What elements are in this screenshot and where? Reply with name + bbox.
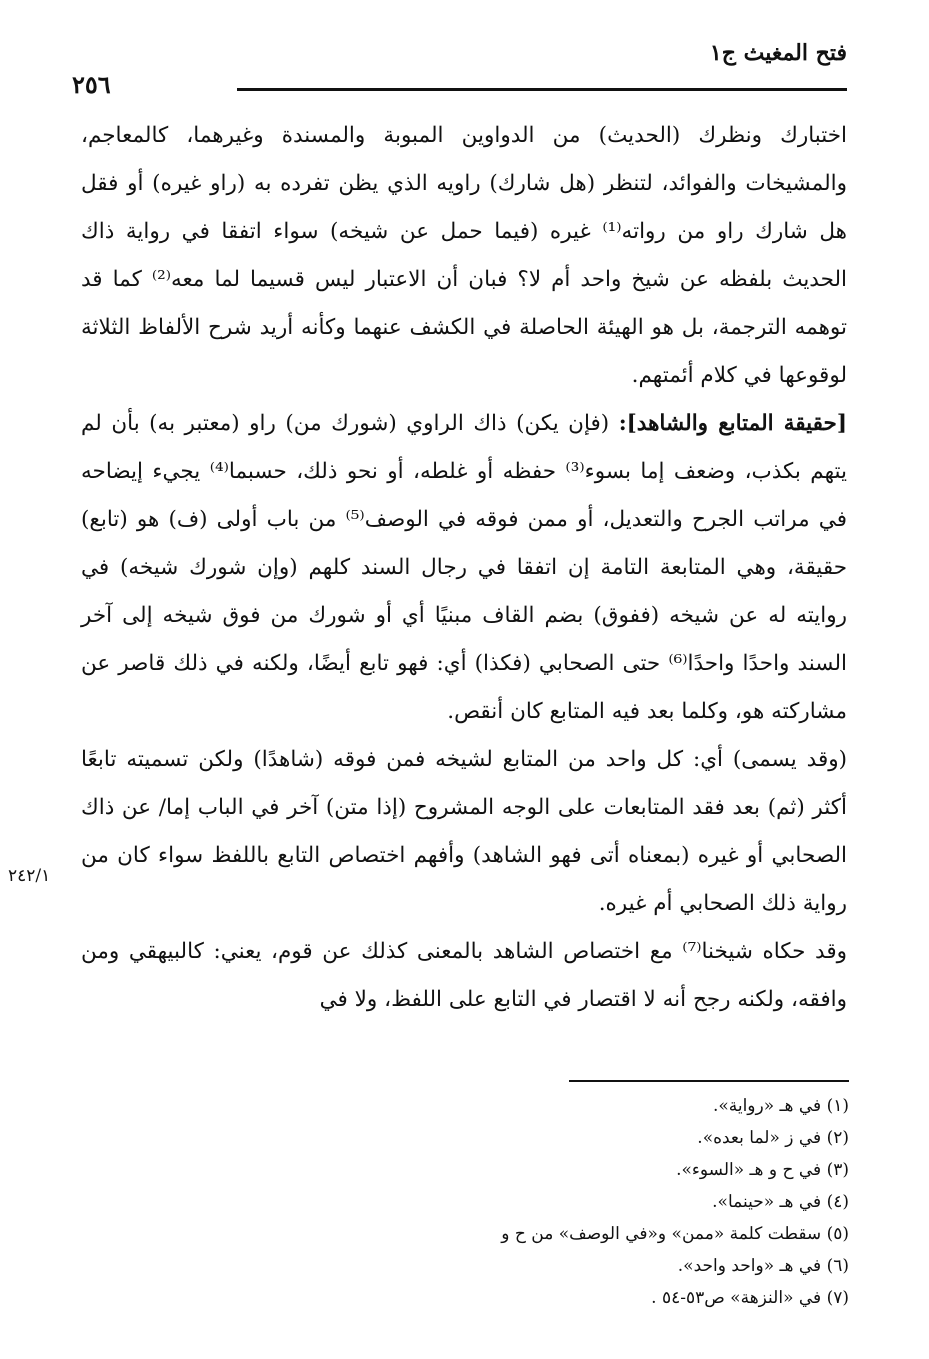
paragraph-2-text: (فإن يكن) ذاك الراوي (شورك من) راو (معتبر به) بأن لم يتهم بكذب، وضعف إما بسوء⁽³⁾ حفظه أو غلطه، أو نحو ذلك، حسبما⁽⁴⁾ يجيء إيضاحه في مراتب الجرح والتعديل، أو ممن فوقه في الوصف⁽⁵⁾ من باب أولى (ف) هو (تابع) حقيقة، وهي المتابعة التامة إن اتفقا في رجال السند كلهم (وإن شورك شيخه) في روايته له عن شيخه (ففوق) بضم القاف مبنيًا أي أو شورك من فوق شيخه إلى آخر السند واحدًا واحدًا⁽⁶⁾ حتى الصحابي (فكذا) أي: فهو تابع أيضًا، ولكنه في ذلك قاصر عن مشاركته هو، وكلما بعد فيه المتابع كان أنقص. bbox=[81, 411, 848, 724]
page-header bbox=[72, 40, 847, 100]
margin-reference: ٢٤٢/١ bbox=[8, 866, 51, 886]
paragraph-2 bbox=[81, 400, 847, 736]
footnote: (٤) في هـ «حينما». bbox=[712, 1192, 849, 1212]
section-heading: [حقيقة المتابع والشاهد]: bbox=[618, 411, 847, 436]
paragraph-4: وقد حكاه شيخنا⁽⁷⁾ مع اختصاص الشاهد بالمعنى كذلك عن قوم، يعني: كالبيهقي ومن وافقه، ولكنه رجح أنه لا اقتصار في التابع على اللفظ، ولا في bbox=[81, 939, 847, 1012]
footnote: (٧) في «النزهة» ص٥٣-٥٤ . bbox=[651, 1288, 849, 1308]
page-number: ٢٥٦ bbox=[72, 70, 111, 99]
footnote: (١) في هـ «رواية». bbox=[712, 1096, 849, 1116]
paragraph-3: (وقد يسمى) أي: كل واحد من المتابع لشيخه فمن فوقه (شاهدًا) ولكن تسميته تابعًا أكثر (ثم) بعد فقد المتابعات على الوجه المشروح (إذا متن) آخر في الباب إما/ عن ذاك الصحابي أو غيره (بمعناه أتى فهو الشاهد) وأفهم اختصاص التابع باللفظ سواء كان من رواية ذلك الصحابي أم غيره. bbox=[81, 747, 847, 916]
footnotes bbox=[249, 1090, 849, 1314]
paragraph-1: اختبارك ونظرك (الحديث) من الدواوين المبوبة والمسندة وغيرهما، كالمعاجم، والمشيخات والفوائد، لتنظر (هل شارك) راويه الذي يظن تفرده به (راو غيره) أو فقل هل شارك راو من رواته⁽¹⁾ غيره (فيما حمل عن شيخه) سواء اتفقا في رواية ذاك الحديث بلفظه عن شيخ واحد أم لا؟ فبان أن الاعتبار ليس قسيما لما معه⁽²⁾ كما قد توهمه الترجمة، بل هو الهيئة الحاصلة في الكشف عنهما وكأنه أريد شرح الألفاظ الثلاثة لوقوعها في كلام أئمتهم. bbox=[81, 123, 848, 388]
footnote-divider bbox=[569, 1080, 849, 1082]
header-rule bbox=[237, 88, 847, 91]
footnote: (٢) في ز «لما بعده». bbox=[697, 1128, 849, 1148]
book-title: فتح المغيث ج١ bbox=[709, 40, 847, 66]
footnote: (٣) في ح و هـ «السوء». bbox=[676, 1160, 849, 1180]
footnote: (٥) سقطت كلمة «ممن» و«في الوصف» من ح و bbox=[501, 1224, 849, 1244]
footnote: (٦) في هـ «واحد واحد». bbox=[677, 1256, 849, 1276]
main-text bbox=[81, 112, 847, 1024]
